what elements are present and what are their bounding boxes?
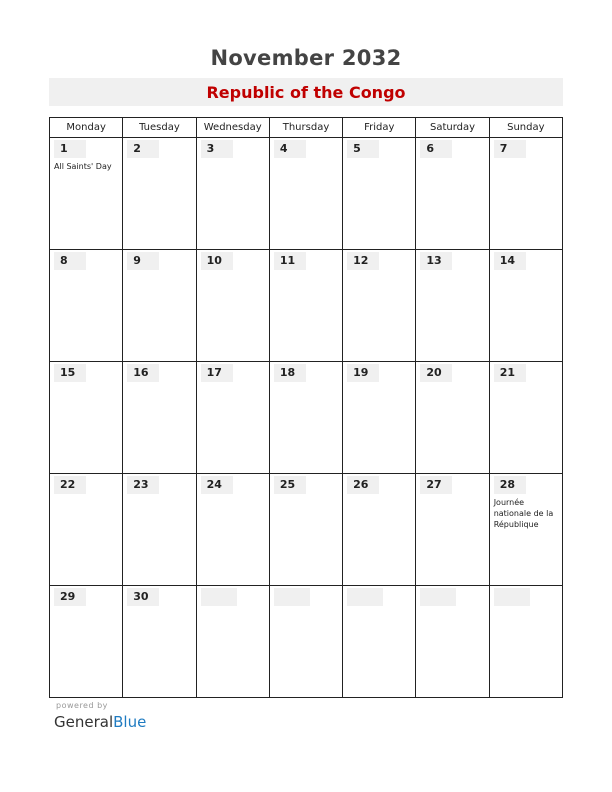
day-cell <box>50 250 123 362</box>
holiday-label: Journée nationale de la République <box>493 498 554 529</box>
calendar-week-row <box>50 586 563 698</box>
day-number: 23 <box>127 476 159 494</box>
day-cell <box>123 250 196 362</box>
day-cell <box>269 362 342 474</box>
day-cell <box>416 250 489 362</box>
day-cell <box>269 586 342 698</box>
weekday-header: Monday <box>50 118 123 138</box>
day-cell <box>123 586 196 698</box>
day-cell <box>343 474 416 586</box>
calendar-week-row <box>50 138 563 250</box>
day-cell <box>123 474 196 586</box>
day-number <box>347 588 383 606</box>
day-number: 29 <box>54 588 86 606</box>
day-number <box>494 588 530 606</box>
day-number <box>420 588 456 606</box>
day-cell <box>269 474 342 586</box>
day-cell <box>50 138 123 250</box>
day-number: 18 <box>274 364 306 382</box>
day-cell <box>343 250 416 362</box>
day-cell <box>343 138 416 250</box>
brand-logo[interactable] <box>54 713 146 731</box>
calendar-grid <box>49 117 563 698</box>
brand-blue: Blue <box>113 713 147 731</box>
day-cell <box>416 138 489 250</box>
day-cell <box>343 362 416 474</box>
weekday-header: Thursday <box>269 118 342 138</box>
day-cell <box>196 250 269 362</box>
weekday-header: Friday <box>343 118 416 138</box>
day-cell <box>50 474 123 586</box>
day-number: 24 <box>201 476 233 494</box>
day-number: 6 <box>420 140 452 158</box>
day-cell <box>196 362 269 474</box>
weekday-header-row <box>50 118 563 138</box>
country-banner <box>49 78 563 106</box>
day-cell <box>196 586 269 698</box>
day-number <box>201 588 237 606</box>
day-cell <box>416 586 489 698</box>
weekday-header: Wednesday <box>196 118 269 138</box>
weekday-header: Sunday <box>489 118 562 138</box>
day-number: 8 <box>54 252 86 270</box>
day-cell <box>123 362 196 474</box>
day-cell <box>343 586 416 698</box>
day-number: 20 <box>420 364 452 382</box>
country-name: Republic of the Congo <box>206 82 406 102</box>
day-number: 12 <box>347 252 379 270</box>
weekday-header: Tuesday <box>123 118 196 138</box>
weekday-header: Saturday <box>416 118 489 138</box>
day-number <box>274 588 310 606</box>
day-cell <box>489 586 562 698</box>
day-cell <box>123 138 196 250</box>
day-number: 2 <box>127 140 159 158</box>
calendar-week-row <box>50 474 563 586</box>
day-number: 26 <box>347 476 379 494</box>
day-number: 22 <box>54 476 86 494</box>
day-cell <box>50 586 123 698</box>
day-cell <box>196 474 269 586</box>
day-number: 10 <box>201 252 233 270</box>
day-cell <box>489 362 562 474</box>
brand-general: General <box>54 713 114 731</box>
day-cell <box>489 138 562 250</box>
day-number: 9 <box>127 252 159 270</box>
day-cell <box>196 138 269 250</box>
day-cell <box>416 474 489 586</box>
day-cell <box>269 138 342 250</box>
day-number: 15 <box>54 364 86 382</box>
page-title: November 2032 <box>210 46 402 70</box>
day-number: 3 <box>201 140 233 158</box>
day-number: 28 <box>494 476 526 494</box>
holiday-label: All Saints' Day <box>54 162 112 171</box>
calendar-week-row <box>50 362 563 474</box>
day-cell <box>269 250 342 362</box>
day-number: 7 <box>494 140 526 158</box>
powered-by-label: powered by <box>56 701 108 710</box>
day-number: 11 <box>274 252 306 270</box>
day-number: 13 <box>420 252 452 270</box>
day-number: 16 <box>127 364 159 382</box>
day-number: 19 <box>347 364 379 382</box>
day-cell <box>416 362 489 474</box>
day-number: 25 <box>274 476 306 494</box>
day-number: 17 <box>201 364 233 382</box>
day-number: 27 <box>420 476 452 494</box>
day-cell <box>489 474 562 586</box>
day-number: 30 <box>127 588 159 606</box>
day-number: 14 <box>494 252 526 270</box>
day-cell <box>50 362 123 474</box>
day-number: 4 <box>274 140 306 158</box>
day-number: 21 <box>494 364 526 382</box>
day-cell <box>489 250 562 362</box>
calendar-week-row <box>50 250 563 362</box>
day-number: 1 <box>54 140 86 158</box>
day-number: 5 <box>347 140 379 158</box>
